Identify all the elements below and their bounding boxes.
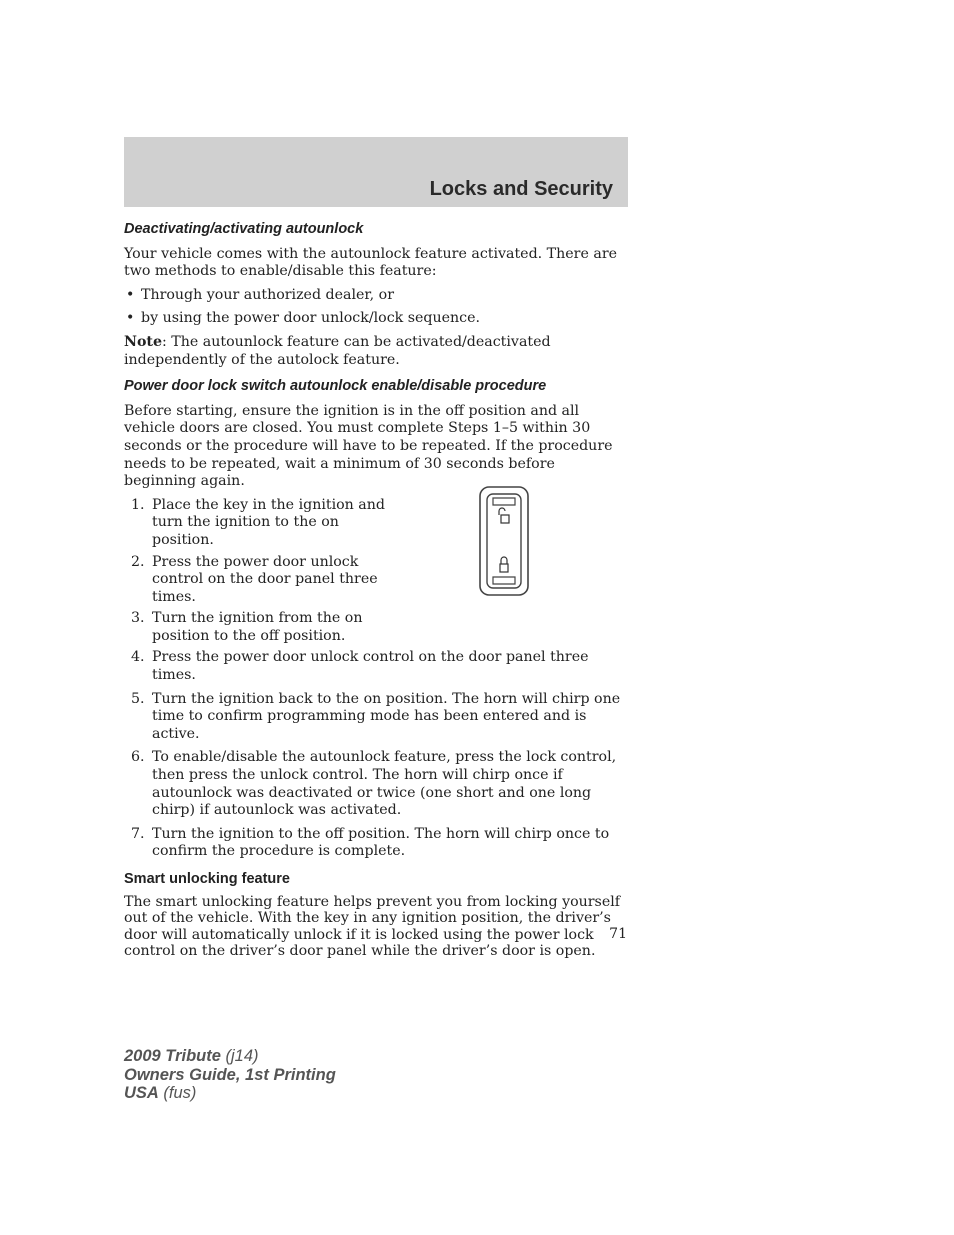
procedure-steps bbox=[124, 497, 630, 861]
document-footer: 2009 Tribute (j14) Owners Guide, 1st Printing USA (fus) bbox=[124, 1047, 336, 1102]
paragraph-intro: Your vehicle comes with the autounlock feature activated. There are two methods to enable/disable this feature: bbox=[124, 245, 617, 280]
step-item: 2. Press the power door unlock control on the door panel three times. bbox=[131, 553, 378, 605]
step-item: 7. Turn the ignition to the off position. The horn will chirp once to confirm the procedure is complete. bbox=[131, 825, 610, 860]
step-item: 1. Place the key in the ignition and turn the ignition to the on position. bbox=[131, 496, 385, 548]
power-door-lock-switch-icon bbox=[478, 485, 530, 597]
page-content bbox=[124, 221, 630, 966]
section-header-band bbox=[124, 137, 628, 207]
paragraph-procedure-intro: Before starting, ensure the ignition is in the off position and all vehicle doors are closed. You must complete Steps 1–5 within 30 seconds or the procedure will have to be repeated. If the procedure needs to be repeated, wait a minimum of 30 seconds before beginning again. bbox=[124, 402, 613, 490]
heading-smart-unlocking: Smart unlocking feature bbox=[124, 871, 290, 887]
step-item: 5. Turn the ignition back to the on position. The horn will chirp one time to confirm programming mode has been entered and is active. bbox=[131, 690, 621, 742]
note-paragraph bbox=[124, 334, 630, 369]
step-item: 3. Turn the ignition from the on position to the off position. bbox=[131, 610, 363, 644]
paragraph-smart-unlocking: The smart unlocking feature helps prevent you from locking yourself out of the vehicle. With the key in any ignition position, the driver’s door will automatically unlock if it is locked using the power lock control on the driver’s door panel while the driver’s door is open. bbox=[124, 893, 621, 960]
step-item: 6. To enable/disable the autounlock feature, press the lock control, then press the unlock control. The horn will chirp once if autounlock was deactivated or twice (one short and one long chirp) if autounlock was activated. bbox=[131, 749, 617, 819]
heading-deactivating-autounlock: Deactivating/activating autounlock bbox=[124, 221, 364, 237]
note-text: : The autounlock feature can be activated/deactivated independently of the autolock feature. bbox=[124, 333, 551, 368]
page-number: 71 bbox=[609, 926, 627, 942]
list-item: • by using the power door unlock/lock sequence. bbox=[124, 310, 630, 328]
step-item: 4. Press the power door unlock control on the door panel three times. bbox=[131, 649, 589, 684]
note-label: Note bbox=[124, 333, 163, 350]
page-title: Locks and Security bbox=[429, 178, 613, 200]
list-item: • Through your authorized dealer, or bbox=[124, 287, 630, 305]
heading-procedure: Power door lock switch autounlock enable/disable procedure bbox=[124, 378, 547, 395]
methods-list bbox=[124, 287, 630, 328]
